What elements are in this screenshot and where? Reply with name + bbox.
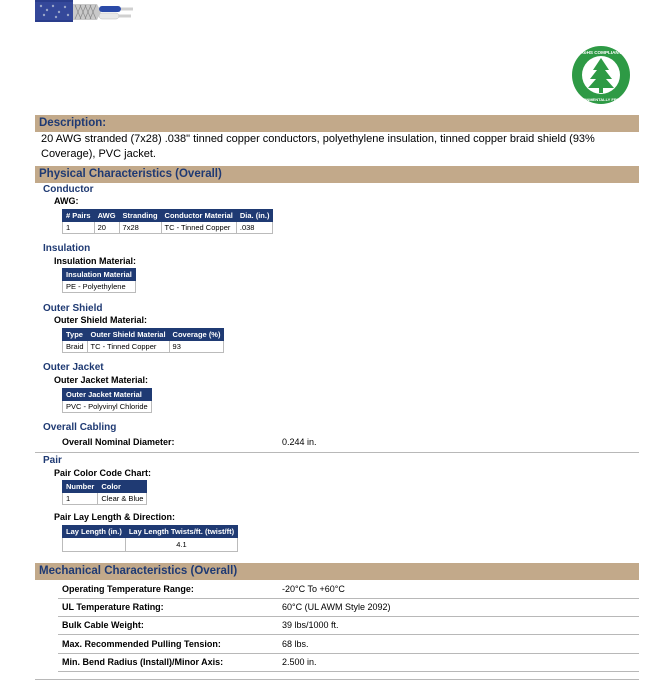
table-header-row <box>63 526 238 538</box>
divider <box>58 616 639 617</box>
mech-row-label: Min. Bend Radius (Install)/Minor Axis: <box>62 657 224 667</box>
insulation-title: Insulation <box>43 243 91 254</box>
outer-jacket-sub: Outer Jacket Material: <box>54 375 149 385</box>
table-header-row <box>63 210 273 222</box>
table-cell: 1 <box>63 222 95 234</box>
pair-color-table <box>62 480 147 505</box>
column-header: Insulation Material <box>63 269 136 281</box>
svg-text:RoHS COMPLIANT: RoHS COMPLIANT <box>580 50 622 55</box>
table-row <box>63 401 152 413</box>
description-text: 20 AWG stranded (7x28) .038" tinned copper conductors, polyethylene insulation, tinned copper braid shield (93% Coverage), PVC jacket. <box>41 133 595 160</box>
table-header-row <box>63 269 136 281</box>
table-cell: 1 <box>63 493 98 505</box>
column-header: Dia. (in.) <box>236 210 273 222</box>
divider <box>58 598 639 599</box>
column-header: Conductor Material <box>161 210 236 222</box>
pair-lay-sub: Pair Lay Length & Direction: <box>54 512 176 522</box>
table-row <box>63 493 147 505</box>
mech-row-label: Operating Temperature Range: <box>62 584 194 594</box>
conductor-sub: AWG: <box>54 196 79 206</box>
column-header: Stranding <box>119 210 161 222</box>
column-header: AWG <box>94 210 119 222</box>
svg-text:ENVIRONMENTALLY FRIENDLY: ENVIRONMENTALLY FRIENDLY <box>571 97 631 102</box>
divider <box>58 653 639 654</box>
rohs-compliant-badge-icon <box>571 45 631 105</box>
divider <box>35 452 639 453</box>
outer-jacket-table <box>62 388 152 413</box>
table-cell: PE - Polyethylene <box>63 281 136 293</box>
table-cell: 93 <box>169 341 224 353</box>
insulation-table <box>62 268 136 293</box>
physical-characteristics-header: Physical Characteristics (Overall) <box>35 166 639 183</box>
mech-row-value: -20°C To +60°C <box>282 584 345 594</box>
column-header: Type <box>63 329 88 341</box>
divider <box>58 671 639 672</box>
column-header: Outer Shield Material <box>87 329 169 341</box>
table-cell: 20 <box>94 222 119 234</box>
table-header-row <box>63 389 152 401</box>
outer-shield-table <box>62 328 224 353</box>
table-row <box>63 281 136 293</box>
table-cell: PVC - Polyvinyl Chloride <box>63 401 152 413</box>
column-header: Color <box>98 481 147 493</box>
table-cell: Clear & Blue <box>98 493 147 505</box>
mech-row-value: 60°C (UL AWM Style 2092) <box>282 602 391 612</box>
insulation-sub: Insulation Material: <box>54 256 137 266</box>
column-header: Coverage (%) <box>169 329 224 341</box>
column-header: Outer Jacket Material <box>63 389 152 401</box>
mech-row-label: Bulk Cable Weight: <box>62 620 144 630</box>
column-header: Lay Length Twists/ft. (twist/ft) <box>125 526 237 538</box>
column-header: Number <box>63 481 98 493</box>
table-header-row <box>63 329 224 341</box>
divider <box>58 634 639 635</box>
table-row <box>63 341 224 353</box>
mech-row-label: Max. Recommended Pulling Tension: <box>62 639 221 649</box>
mech-row-label: UL Temperature Rating: <box>62 602 164 612</box>
pair-title: Pair <box>43 455 62 466</box>
overall-diameter-value: 0.244 in. <box>282 437 317 447</box>
column-header: Lay Length (in.) <box>63 526 126 538</box>
outer-shield-title: Outer Shield <box>43 303 103 314</box>
column-header: # Pairs <box>63 210 95 222</box>
pair-lay-table <box>62 525 238 552</box>
conductor-table <box>62 209 273 234</box>
table-cell: .038 <box>236 222 273 234</box>
table-row <box>63 222 273 234</box>
table-header-row <box>63 481 147 493</box>
table-cell: Braid <box>63 341 88 353</box>
table-cell: 7x28 <box>119 222 161 234</box>
table-cell <box>63 538 126 552</box>
mech-row-value: 39 lbs/1000 ft. <box>282 620 339 630</box>
table-cell: TC - Tinned Copper <box>87 341 169 353</box>
conductor-title: Conductor <box>43 184 94 195</box>
mech-row-value: 68 lbs. <box>282 639 309 649</box>
divider <box>35 679 639 680</box>
overall-cabling-title: Overall Cabling <box>43 422 117 433</box>
pair-color-sub: Pair Color Code Chart: <box>54 468 152 478</box>
outer-shield-sub: Outer Shield Material: <box>54 315 148 325</box>
mech-row-value: 2.500 in. <box>282 657 317 667</box>
description-header: Description: <box>35 115 639 132</box>
table-cell: TC - Tinned Copper <box>161 222 236 234</box>
cable-product-image <box>35 0 139 24</box>
outer-jacket-title: Outer Jacket <box>43 362 104 373</box>
table-cell: 4.1 <box>125 538 237 552</box>
overall-diameter-label: Overall Nominal Diameter: <box>62 437 175 447</box>
table-row <box>63 538 238 552</box>
mechanical-characteristics-header: Mechanical Characteristics (Overall) <box>35 563 639 580</box>
